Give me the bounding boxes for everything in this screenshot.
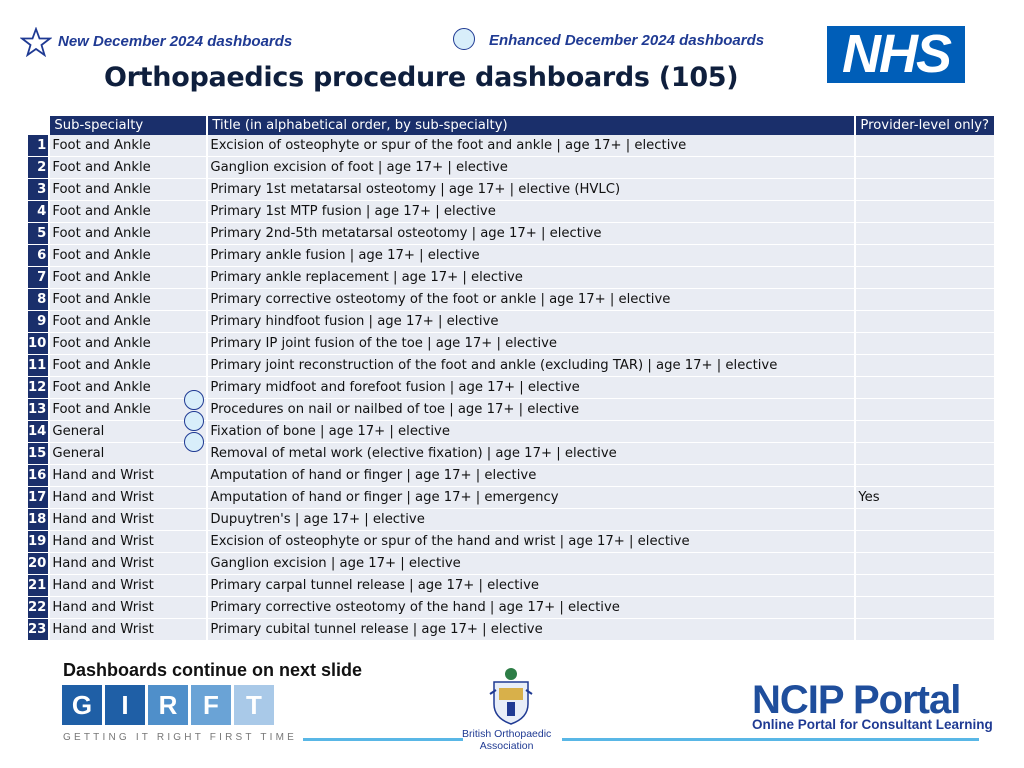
table-header-row: [28, 116, 994, 135]
table-row: [28, 179, 994, 201]
table-row: [28, 333, 994, 355]
cell-title: Primary corrective osteotomy of the foot or ankle | age 17+ | elective: [208, 289, 854, 311]
cell-title: Ganglion excision | age 17+ | elective: [208, 553, 854, 575]
cell-title: Primary ankle fusion | age 17+ | elective: [208, 245, 854, 267]
enhanced-marker-icon: [184, 411, 204, 431]
ncip-tagline: Online Portal for Consultant Learning: [752, 717, 993, 732]
cell-title: Primary carpal tunnel release | age 17+ | elective: [208, 575, 854, 597]
cell-subspecialty: Foot and Ankle: [50, 377, 206, 399]
header-num: [28, 116, 48, 135]
cell-title: Fixation of bone | age 17+ | elective: [208, 421, 854, 443]
girft-letter: I: [105, 685, 145, 725]
cell-provider: [856, 553, 994, 575]
row-number: 18: [28, 509, 48, 531]
row-number: 14: [28, 421, 48, 443]
table-row: [28, 575, 994, 597]
table-row: [28, 487, 994, 509]
circle-icon: [453, 28, 475, 50]
cell-subspecialty: Hand and Wrist: [50, 597, 206, 619]
cell-title: Primary 1st MTP fusion | age 17+ | elective: [208, 201, 854, 223]
cell-provider: Yes: [856, 487, 994, 509]
table-row: [28, 421, 994, 443]
row-number: 9: [28, 311, 48, 333]
boa-crest-icon: [486, 664, 536, 726]
cell-subspecialty: General: [50, 421, 206, 443]
cell-title: Amputation of hand or finger | age 17+ | emergency: [208, 487, 854, 509]
cell-subspecialty: Foot and Ankle: [50, 157, 206, 179]
cell-title: Primary 2nd-5th metatarsal osteotomy | age 17+ | elective: [208, 223, 854, 245]
nhs-logo: NHS: [827, 26, 965, 83]
row-number: 23: [28, 619, 48, 641]
cell-title: Primary midfoot and forefoot fusion | age 17+ | elective: [208, 377, 854, 399]
cell-provider: [856, 223, 994, 245]
row-number: 22: [28, 597, 48, 619]
header-title: Title (in alphabetical order, by sub-specialty): [208, 116, 854, 135]
header-subspecialty: Sub-specialty: [50, 116, 206, 135]
row-number: 13: [28, 399, 48, 421]
table-row: [28, 399, 994, 421]
cell-provider: [856, 333, 994, 355]
row-number: 21: [28, 575, 48, 597]
cell-provider: [856, 311, 994, 333]
row-number: 8: [28, 289, 48, 311]
cell-title: Primary IP joint fusion of the toe | age 17+ | elective: [208, 333, 854, 355]
row-number: 10: [28, 333, 48, 355]
boa-name-line1: British Orthopaedic: [462, 728, 552, 740]
cell-provider: [856, 531, 994, 553]
table-row: [28, 443, 994, 465]
row-number: 6: [28, 245, 48, 267]
cell-subspecialty: Hand and Wrist: [50, 487, 206, 509]
girft-letter: F: [191, 685, 231, 725]
cell-subspecialty: Foot and Ankle: [50, 245, 206, 267]
row-number: 3: [28, 179, 48, 201]
legend-enhanced-label: Enhanced December 2024 dashboards: [489, 32, 765, 49]
cell-provider: [856, 377, 994, 399]
legend-new-label: New December 2024 dashboards: [58, 33, 293, 50]
cell-subspecialty: Hand and Wrist: [50, 619, 206, 641]
cell-title: Primary 1st metatarsal osteotomy | age 17+ | elective (HVLC): [208, 179, 854, 201]
cell-provider: [856, 575, 994, 597]
table-row: [28, 157, 994, 179]
continue-note: Dashboards continue on next slide: [63, 660, 363, 680]
cell-title: Procedures on nail or nailbed of toe | age 17+ | elective: [208, 399, 854, 421]
cell-provider: [856, 619, 994, 641]
table-row: [28, 531, 994, 553]
cell-title: Primary ankle replacement | age 17+ | elective: [208, 267, 854, 289]
row-number: 11: [28, 355, 48, 377]
cell-provider: [856, 267, 994, 289]
cell-provider: [856, 179, 994, 201]
row-number: 4: [28, 201, 48, 223]
row-number: 2: [28, 157, 48, 179]
row-number: 7: [28, 267, 48, 289]
cell-subspecialty: Foot and Ankle: [50, 223, 206, 245]
row-number: 5: [28, 223, 48, 245]
table-row: [28, 135, 994, 157]
cell-subspecialty: Hand and Wrist: [50, 465, 206, 487]
cell-subspecialty: Foot and Ankle: [50, 201, 206, 223]
girft-letter: T: [234, 685, 274, 725]
cell-provider: [856, 421, 994, 443]
cell-title: Ganglion excision of foot | age 17+ | elective: [208, 157, 854, 179]
cell-title: Primary cubital tunnel release | age 17+ | elective: [208, 619, 854, 641]
table-row: [28, 311, 994, 333]
cell-title: Excision of osteophyte or spur of the foot and ankle | age 17+ | elective: [208, 135, 854, 157]
cell-subspecialty: General: [50, 443, 206, 465]
cell-provider: [856, 201, 994, 223]
cell-subspecialty: Hand and Wrist: [50, 531, 206, 553]
cell-provider: [856, 289, 994, 311]
row-number: 16: [28, 465, 48, 487]
cell-title: Primary corrective osteotomy of the hand | age 17+ | elective: [208, 597, 854, 619]
table-row: [28, 201, 994, 223]
table-row: [28, 553, 994, 575]
table-row: [28, 289, 994, 311]
table-row: [28, 355, 994, 377]
cell-title: Excision of osteophyte or spur of the hand and wrist | age 17+ | elective: [208, 531, 854, 553]
girft-letter: R: [148, 685, 188, 725]
cell-subspecialty: Hand and Wrist: [50, 575, 206, 597]
row-number: 15: [28, 443, 48, 465]
cell-provider: [856, 465, 994, 487]
enhanced-marker-icon: [184, 432, 204, 452]
row-number: 1: [28, 135, 48, 157]
cell-provider: [856, 245, 994, 267]
cell-subspecialty: Foot and Ankle: [50, 355, 206, 377]
cell-subspecialty: Foot and Ankle: [50, 289, 206, 311]
girft-tagline: GETTING IT RIGHT FIRST TIME: [63, 732, 298, 743]
cell-subspecialty: Foot and Ankle: [50, 179, 206, 201]
footer-divider: [562, 738, 979, 741]
dashboard-table: [26, 116, 996, 641]
cell-provider: [856, 135, 994, 157]
table-row: [28, 619, 994, 641]
cell-provider: [856, 509, 994, 531]
row-number: 19: [28, 531, 48, 553]
ncip-logo: NCIP Portal: [752, 678, 961, 722]
cell-provider: [856, 443, 994, 465]
star-icon: [20, 27, 52, 57]
cell-subspecialty: Foot and Ankle: [50, 267, 206, 289]
cell-title: Amputation of hand or finger | age 17+ | elective: [208, 465, 854, 487]
cell-title: Primary joint reconstruction of the foot and ankle (excluding TAR) | age 17+ | elective: [208, 355, 854, 377]
footer-divider: [303, 738, 463, 741]
table-row: [28, 245, 994, 267]
cell-subspecialty: Foot and Ankle: [50, 311, 206, 333]
cell-subspecialty: Hand and Wrist: [50, 553, 206, 575]
cell-subspecialty: Foot and Ankle: [50, 399, 206, 421]
cell-title: Dupuytren's | age 17+ | elective: [208, 509, 854, 531]
row-number: 20: [28, 553, 48, 575]
cell-provider: [856, 157, 994, 179]
table-row: [28, 377, 994, 399]
row-number: 17: [28, 487, 48, 509]
cell-subspecialty: Foot and Ankle: [50, 333, 206, 355]
girft-logo: [62, 685, 274, 725]
boa-name-line2: Association: [479, 740, 534, 752]
page-title: Orthopaedics procedure dashboards (105): [104, 62, 739, 93]
row-number: 12: [28, 377, 48, 399]
cell-title: Primary hindfoot fusion | age 17+ | elective: [208, 311, 854, 333]
table-row: [28, 267, 994, 289]
cell-provider: [856, 597, 994, 619]
girft-letter: G: [62, 685, 102, 725]
cell-provider: [856, 399, 994, 421]
cell-subspecialty: Hand and Wrist: [50, 509, 206, 531]
boa-name: [462, 728, 551, 752]
table-row: [28, 223, 994, 245]
table-row: [28, 465, 994, 487]
header-provider: Provider-level only?: [856, 116, 994, 135]
table-row: [28, 597, 994, 619]
cell-provider: [856, 355, 994, 377]
enhanced-marker-icon: [184, 390, 204, 410]
cell-subspecialty: Foot and Ankle: [50, 135, 206, 157]
table-row: [28, 509, 994, 531]
cell-title: Removal of metal work (elective fixation) | age 17+ | elective: [208, 443, 854, 465]
